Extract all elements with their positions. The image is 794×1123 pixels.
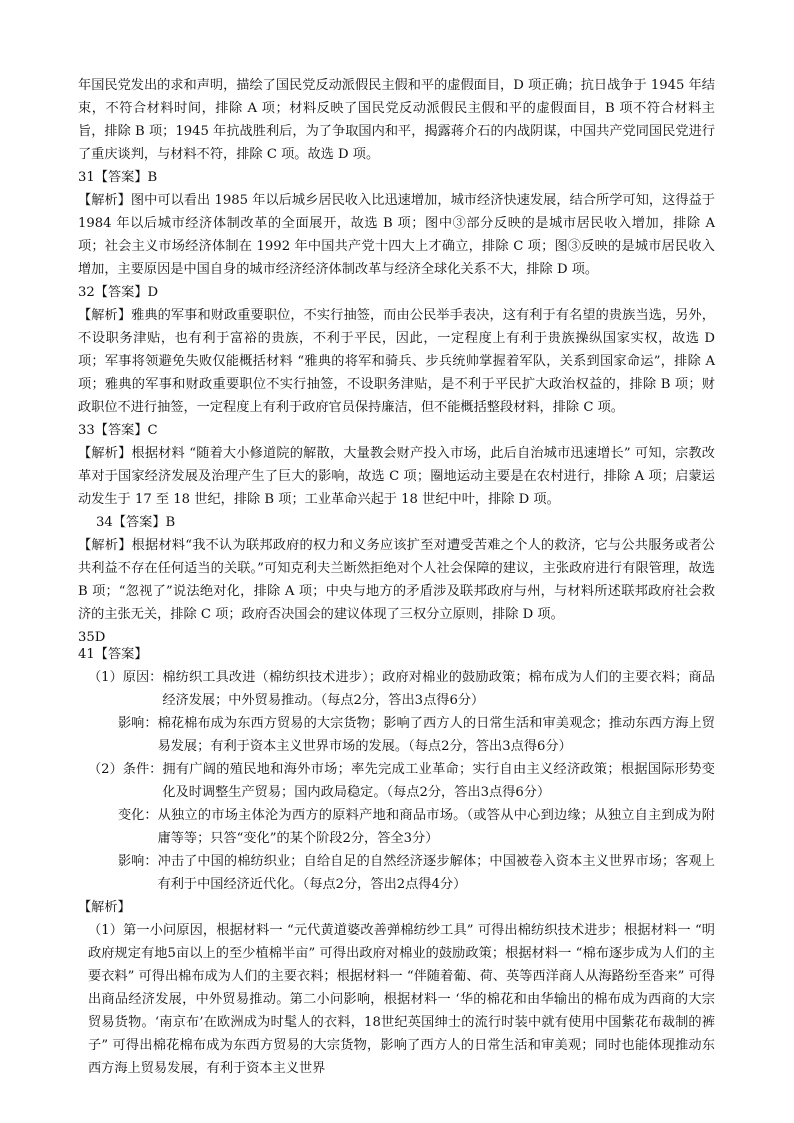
q31-answer: 31【答案】B <box>78 170 158 185</box>
q41-analysis-heading: 【解析】 <box>78 900 131 915</box>
q41-part1-impact <box>78 712 715 758</box>
answer-section-top <box>78 74 715 649</box>
q41-analysis-text: （1）第一小问原因，根据材料一 “元代黄道婆改善弹棉纺纱工具” 可得出棉纺织技术进步；根据材料一 “明政府规定有地5亩以上的至少植棉半亩” 可得出政府对棉业的鼓励政策；根据材料一 “棉布逐步成为人们的主要衣料” 可得出棉布成为人们的主要衣料；根据材料一 “伴随着葡、荷、英等西洋商人从海路纷至沓来” 可得出商品经济发展，中外贸易推动。第二小问影响，根据材料一 ‘华的棉花和由华输出的棉布成为西商的大宗贸易货物。‘南京布’在欧洲成为时髦人的衣料，18世纪英国绅士的流行时装中就有使用中国紫花布裁制的裤子” 可得出棉花棉布成为东西方贸易的大宗货物，影响了西方人的日常生活和审美观；同时也能体现推动东西方海上贸易发展，有利于资本主义世界 <box>88 923 715 1076</box>
q41-part2-impact <box>78 850 715 896</box>
q30-analysis-continued: 年国民党发出的求和声明，描绘了国民党反动派假民主假和平的虚假面目，D 项正确；抗日战争于 1945 年结束，不符合材料时间，排除 A 项；材料反映了国民党反动派假民主假和平的虚假面目，B 项不符合材料主旨，排除 B 项；1945 年抗战胜利后，为了争取国内和平，揭露蒋介石的内战阴谋，中国共产党同国民党进行了重庆谈判，与材料不符，排除 C 项。故选 D 项。 <box>78 78 715 162</box>
q32-answer: 32【答案】D <box>78 285 159 300</box>
q41-part1-reason <box>78 666 715 712</box>
q41-part1-impact-label: 影响： <box>118 716 158 731</box>
q41-part2-condition-text: 拥有广阔的殖民地和海外市场；率先完成工业革命；实行自由主义经济政策；根据国际形势变化及时调整生产贸易；国内政局稳定。（每点2分，答出3点得6分） <box>162 762 715 800</box>
q41-section <box>78 643 715 1080</box>
q41-part1-impact-text: 棉花棉布成为东西方贸易的大宗货物；影响了西方人的日常生活和审美观念；推动东西方海上贸易发展；有利于资本主义世界市场的发展。（每点2分，答出3点得6分） <box>157 716 715 754</box>
q41-part2-label: （2）条件： <box>88 762 163 777</box>
q33-answer: 33【答案】C <box>78 423 158 438</box>
q41-part2-change-text: 从独立的市场主体沦为西方的原料产地和商品市场。（或答从中心到边缘；从独立自主到成为附庸等等；只答“变化”的某个阶段2分，答全3分） <box>157 808 715 846</box>
q41-part2-impact-label: 影响： <box>118 854 158 869</box>
q41-part1-reason-text: 棉纺织工具改进（棉纺织技术进步）；政府对棉业的鼓励政策；棉布成为人们的主要衣料；商品经济发展；中外贸易推动。（每点2分，答出3点得6分） <box>162 670 715 708</box>
q32-analysis: 【解析】雅典的军事和财政重要职位，不实行抽签，而由公民举手表决，这有利于有名望的贵族当选，另外，不设职务津贴，也有利于富裕的贵族，不利于平民，因此，一定程度上有利于贵族操纵国家实权，故选 D 项；军事将领避免失败仅能概括材料 “雅典的将军和骑兵、步兵统帅掌握着军队，关系到国家命运”，排除 A 项；雅典的军事和财政重要职位不实行抽签，不设职务津贴，是不利于平民扩大政治权益的，排除 B 项；财政职位不进行抽签，一定程度上有利于政府官员保持廉洁，但不能概括整段材料，排除 C 项。 <box>78 308 715 415</box>
q41-part2-change <box>78 804 715 850</box>
q41-answer-heading: 41【答案】 <box>78 647 148 662</box>
q33-analysis: 【解析】根据材料 “随着大小修道院的解散，大量教会财产投入市场，此后自治城市迅速增长” 可知，宗教改革对于国家经济发展及治理产生了巨大的影响，故选 C 项；圈地运动主要是在农村进行，排除 A 项；启蒙运动发生于 17 至 18 世纪，排除 B 项；工业革命兴起于 18 世纪中叶，排除 D 项。 <box>78 446 715 507</box>
q31-analysis: 【解析】图中可以看出 1985 年以后城乡居民收入比迅速增加，城市经济快速发展，结合所学可知，这得益于 1984 年以后城市经济体制改革的全面展开，故选 B 项；图中③部分反映的是城市居民收入增加，排除 A 项；社会主义市场经济体制在 1992 年中国共产党十四大上才确立，排除 C 项；图③反映的是城市居民收入增加，主要原因是中国自身的城市经济经济体制改革与经济全球化关系不大，排除 D 项。 <box>78 193 715 277</box>
q35-answer: 35D <box>78 630 106 645</box>
q41-part2-impact-text: 冲击了中国的棉纺织业；自给自足的自然经济逐步解体；中国被卷入资本主义世界市场；客观上有利于中国经济近代化。（每点2分，答出2点得4分） <box>157 854 715 892</box>
q41-part2-condition <box>78 758 715 804</box>
q34-answer: 34【答案】B <box>96 515 176 530</box>
q34-analysis: 【解析】根据材料“我不认为联邦政府的权力和义务应该扩至对遭受苦难之个人的救济，它与公共服务或者公共利益不存在任何适当的关联。”可知克利夫兰断然拒绝对个人社会保障的建议，主张政府进行有限管理，故选 B 项；“忽视了”说法绝对化，排除 A 项；中央与地方的矛盾涉及联邦政府与州，与材料所述联邦政府社会救济的主张无关，排除 C 项；政府否决国会的建议体现了三权分立原则，排除 D 项。 <box>78 538 715 622</box>
q41-part2-change-label: 变化： <box>118 808 158 823</box>
q41-part1-label: （1）原因： <box>88 670 163 685</box>
